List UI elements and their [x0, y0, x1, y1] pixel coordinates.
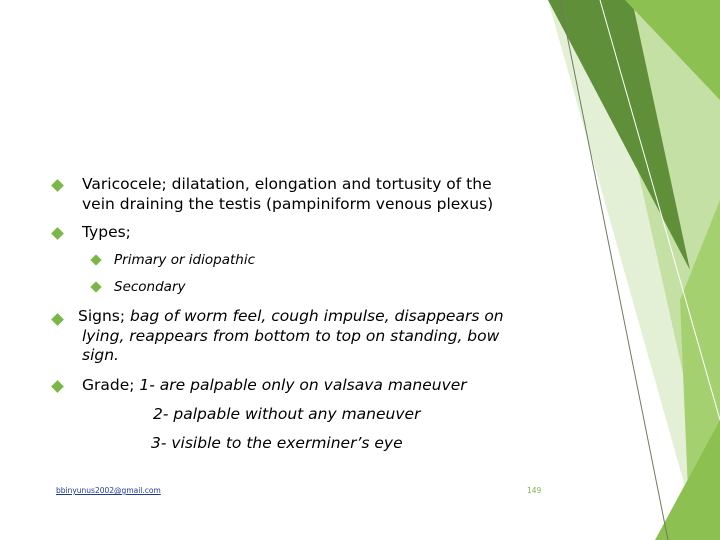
- grade-1-text: 1- are palpable only on valsava maneuver: [134, 376, 467, 394]
- bullet-text: dilatation, elongation and tortusity of the: [166, 175, 492, 193]
- bullet-grade: [82, 375, 467, 395]
- grade-2-text: 2- palpable without any maneuver: [153, 405, 421, 423]
- bullet-signs-line2: lying, reappears from bottom to top on standing, bow: [82, 327, 500, 345]
- page-number: 149: [527, 486, 542, 495]
- bullet-signs: [78, 306, 504, 326]
- term-grade: Grade;: [82, 376, 135, 394]
- grade-3-text: 3- visible to the exerminer’s eye: [151, 434, 403, 452]
- footer-email-link[interactable]: bbinyunus2002@gmail.com: [56, 486, 161, 495]
- term-signs: Signs;: [78, 307, 126, 325]
- bullet-varicocele-line2: vein draining the testis (pampiniform venous plexus): [82, 195, 494, 213]
- type-secondary: Secondary: [114, 279, 186, 295]
- bullet-varicocele: [82, 174, 492, 194]
- type-primary: Primary or idiopathic: [114, 252, 255, 268]
- term-varicocele: Varicocele;: [82, 175, 167, 193]
- bullet-types: Types;: [82, 223, 131, 241]
- bullet-signs-line3: sign.: [82, 346, 119, 364]
- bullet-text: bag of worm feel, cough impulse, disappears on: [125, 307, 504, 325]
